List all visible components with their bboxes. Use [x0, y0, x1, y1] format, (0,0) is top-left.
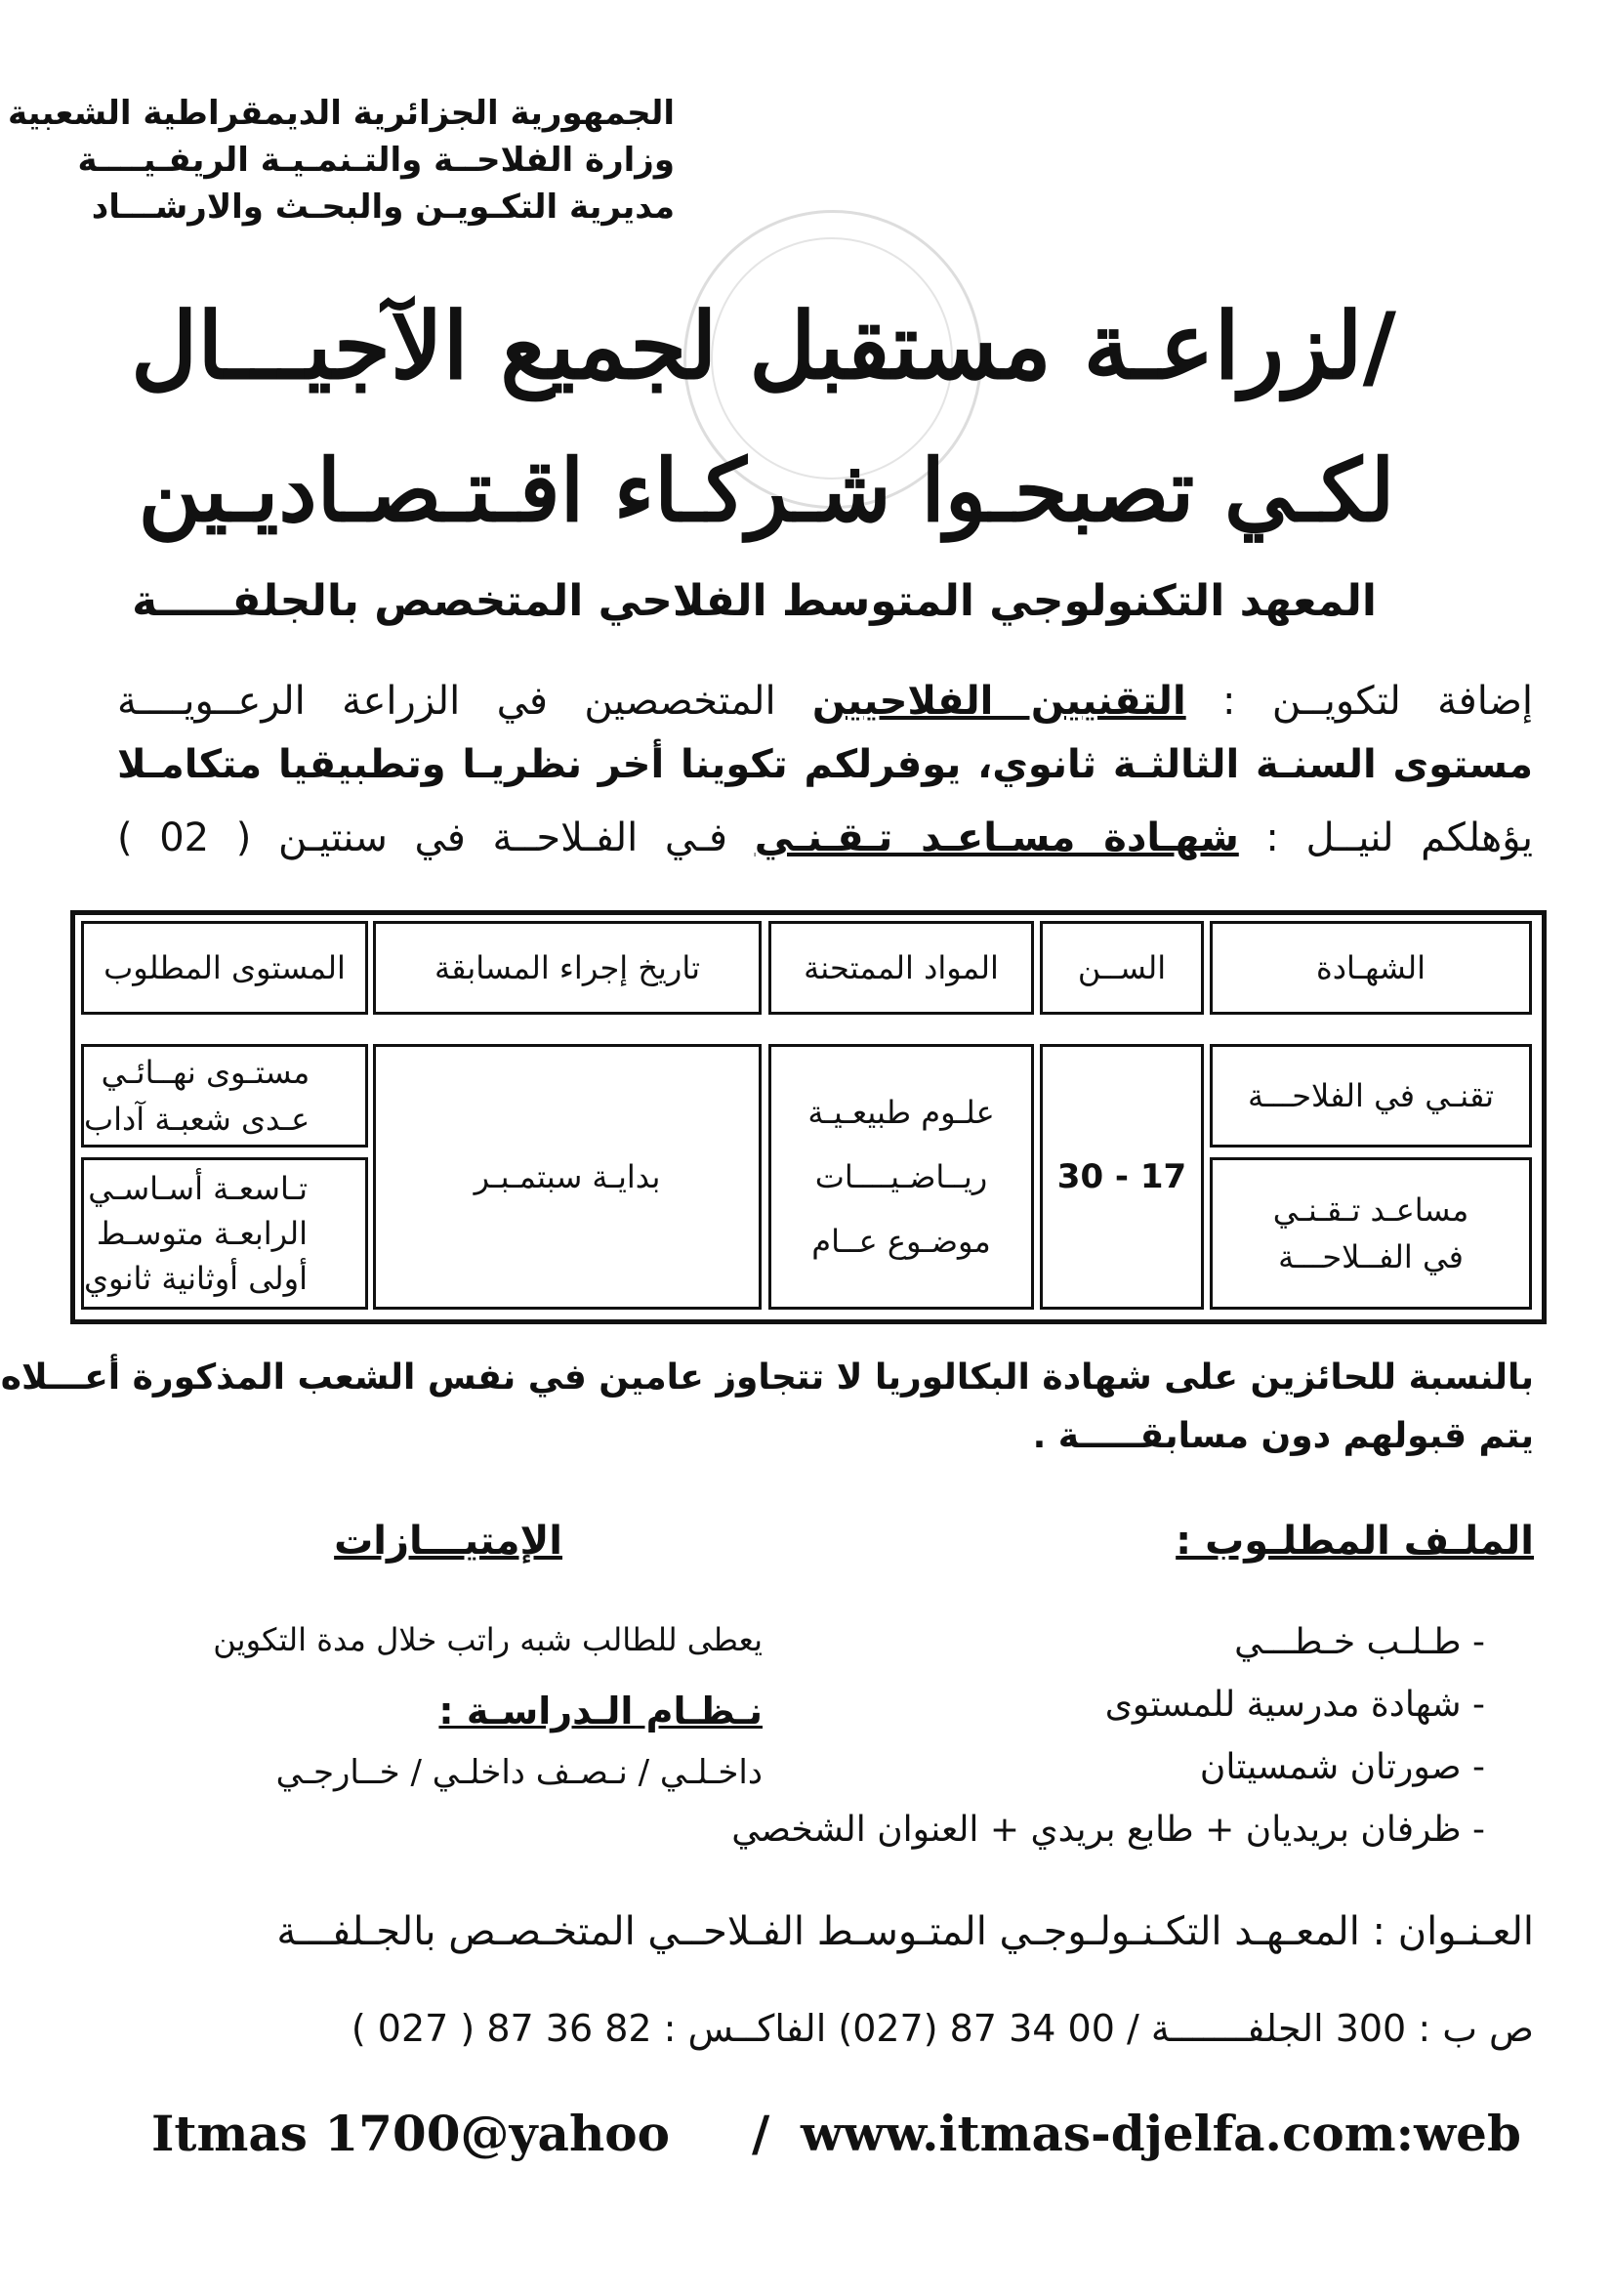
header-line-1: الجمهورية الجزائرية الديمقراطية الشعبية [8, 94, 675, 133]
baccalaureate-note-2: يتم قبولهم دون مسابقـــــة . [1032, 1416, 1534, 1456]
privileges-title: الإمتيـــازات [334, 1519, 562, 1564]
address-line: العـنـوان : المعـهـد التكـنـولـوجـي المتـوسـط الفـلاحــي المتخـصـص بالجـلفـــة [276, 1909, 1534, 1954]
header-line-3: مديرية التكـويـن والبحـث والارشـــاد [91, 188, 675, 227]
email-address: Itmas 1700@yahoo [151, 2105, 671, 2162]
age-range: 30 - 17 [1040, 1044, 1204, 1310]
cert-technician: تقنـي في الفلاحـــة [1210, 1044, 1532, 1148]
required-file-list [731, 1611, 1485, 1861]
header-exam-date: تاريخ إجراء المسابقة [373, 921, 762, 1015]
header-subjects: المواد الممتحنة [768, 921, 1034, 1015]
intro-line-1 [117, 679, 1533, 724]
required-file-title: الملـف المطلـوب : [1176, 1519, 1534, 1564]
file-item: - ظرفان بريديان + طابع بريدي + العنوان الشخصي [731, 1810, 1485, 1850]
level-basic-line-3: أولى أوثانية ثانوي [84, 1260, 308, 1297]
admission-table [70, 910, 1547, 1324]
postal-fax-line: ص ب : 300 الجلفـــــــة / 00 34 87 (027) الفاكــس : 82 36 87 ( 027 ) [351, 2007, 1534, 2050]
level-basic [81, 1157, 368, 1310]
intro-l1-c: المتخصصين في الزراعة الرعــويــــة [117, 679, 776, 724]
exam-subjects [768, 1044, 1034, 1310]
privileges-text: يعطى للطالب شبه راتب خلال مدة التكوين [213, 1621, 763, 1658]
ministry-header [8, 90, 675, 230]
intro-line-2: مستوى السنـة الثالثـة ثانوي، يوفرلكم تكوينا أخر نظريـا وتطبيقيا متكامـلا [117, 742, 1533, 787]
subject-item: ريــاضـيــــات [814, 1158, 988, 1195]
intro-l3-c: فـي الفـلاحــة في سنتيـن ( 02 ) [117, 815, 728, 860]
study-system-title: نـظـام الـدراسـة : [438, 1690, 763, 1732]
level-basic-line-1: تـاسعـة أسـاسـي [88, 1170, 308, 1207]
cert-assistant-line-2: في الفــلاحـــة [1278, 1238, 1464, 1275]
cert-assistant-line-1: مساعـد تـقـنـي [1272, 1191, 1469, 1229]
contact-separator: / [752, 2105, 770, 2162]
header-certificate: الشهـادة [1210, 921, 1532, 1015]
file-item: - صورتان شمسيتان [1199, 1747, 1485, 1787]
header-age: الســن [1040, 921, 1204, 1015]
cert-assistant [1210, 1157, 1532, 1310]
header-line-2: وزارة الفلاحــة والتـنمـيـة الريفـيــــة [77, 141, 675, 180]
level-basic-line-2: الرابعـة متوسـط [96, 1215, 308, 1252]
subject-item: موضـوع عــام [811, 1223, 991, 1260]
intro-l1-a: إضافة لتكويــن : [1222, 679, 1534, 724]
header-required-level: المستوى المطلوب [81, 921, 368, 1015]
intro-line-3 [117, 815, 1533, 860]
intro-l1-b: التقنيين الفلاحيين [811, 679, 1186, 724]
file-item: - شهادة مدرسية للمستوى [1104, 1685, 1485, 1725]
level-final [81, 1044, 368, 1148]
intro-l3-a: يؤهلكم لنيــل : [1265, 815, 1534, 860]
sub-title: لكـي تصبحـوا شـركـاء اقـتـصـاديـين [138, 439, 1395, 541]
study-system: داخـلـي / نـصـف داخلـي / خــارجـي [275, 1753, 763, 1792]
file-item: - طـلـب خـطـــي [1234, 1622, 1485, 1662]
baccalaureate-note-1: بالنسبة للحائزين على شهادة البكالوريا لا تتجاوز عامين في نفس الشعب المذكورة أعـــلاه [0, 1357, 1534, 1398]
institute-name: المعهد التكنولوجي المتوسط الفلاحي المتخصص بالجلفـــــة [132, 576, 1377, 626]
exam-date: بدايـة سبتمـبـر [373, 1044, 762, 1310]
website-address: www.itmas-djelfa.com:web [801, 2105, 1521, 2162]
intro-l3-b: شهـادة مسـاعـد تـقـنـي [754, 815, 1239, 860]
level-final-line-2: عـدى شعبـة آداب [84, 1101, 310, 1138]
subject-item: علـوم طبيعـيـة [807, 1094, 995, 1131]
level-final-line-1: مستـوى نهــائـي [101, 1054, 310, 1091]
main-title: /لزراعـة مستقبل لجميع الآجيـــال [130, 293, 1396, 400]
